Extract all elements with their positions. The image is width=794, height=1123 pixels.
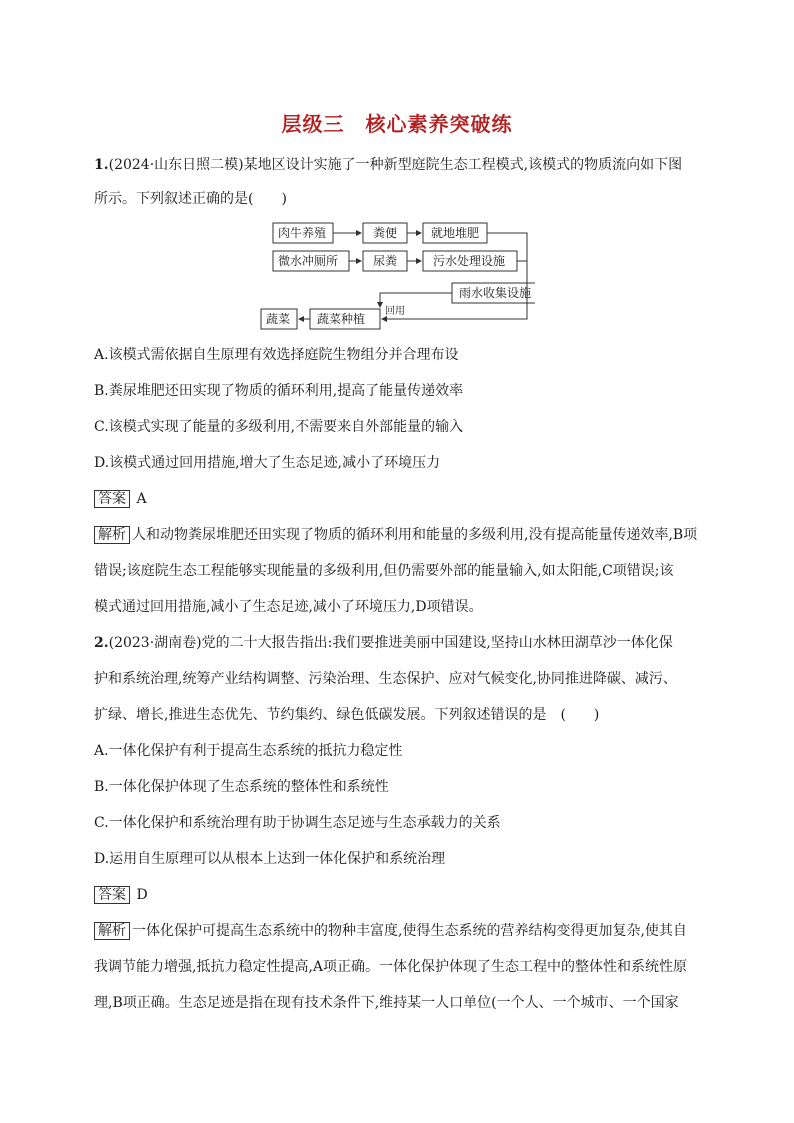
label-toilet: 微水冲厕所 (278, 254, 339, 268)
q1-option-c: C.该模式实现了能量的多级利用,不需要来自外部能量的输入 (94, 419, 464, 435)
label-veg: 蔬菜 (266, 312, 291, 326)
q2-number: 2. (94, 635, 109, 651)
page-title: 层级三 核心素养突破练 (281, 112, 513, 136)
q2-answer (94, 886, 704, 904)
q1-stem-text-1: (2024·山东日照二模)某地区设计实施了一种新型庭院生态工程模式,该模式的物质流向如下图 (108, 157, 683, 173)
q2-stem-line-3: 扩绿、增长,推进生态优先、节约集约、绿色低碳发展。下列叙述错误的是 ( ) (94, 707, 600, 723)
analysis-label: 解析 (94, 526, 130, 544)
q1-option-b: B.粪尿堆肥还田实现了物质的循环利用,提高了能量传递效率 (94, 383, 464, 399)
q2-answer-value: D (136, 887, 148, 903)
q2-option-d: D.运用自生原理可以从根本上达到一体化保护和系统治理 (94, 851, 446, 867)
q2-option-a: A.一体化保护有利于提高生态系统的抵抗力稳定性 (94, 743, 403, 759)
label-rain: 雨水收集设施 (459, 286, 532, 300)
q1-option-a: A.该模式需依据自生原理有效选择庭院生物组分并合理布设 (94, 347, 459, 363)
q2-analysis-text-1: 一体化保护可提高生态系统中的物种丰富度,使得生态系统的营养结构变得更加复杂,使其自 (132, 923, 687, 939)
q2-analysis-line-1 (94, 922, 704, 940)
q1-number: 1. (94, 157, 109, 173)
label-urine: 尿粪 (373, 254, 398, 268)
q2-option-c: C.一体化保护和系统治理有助于协调生态足迹与生态承载力的关系 (94, 815, 501, 831)
q1-analysis-line-2: 错误;该庭院生态工程能够实现能量的多级利用,但仍需要外部的能量输入,如太阳能,C项错误;该 (94, 563, 674, 579)
label-dung: 粪便 (373, 226, 398, 240)
q1-analysis-text-1: 人和动物粪尿堆肥还田实现了物质的循环利用和能量的多级利用,没有提高能量传递效率,B项 (132, 527, 698, 543)
q2-stem-text-1: (2023·湖南卷)党的二十大报告指出:我们要推进美丽中国建设,坚持山水林田湖草沙一体化保 (108, 635, 673, 651)
label-reuse: 回用 (385, 306, 405, 317)
label-compost: 就地堆肥 (431, 226, 480, 240)
analysis-label: 解析 (94, 922, 130, 940)
label-sewage: 污水处理设施 (433, 254, 506, 268)
q1-stem-line-1 (94, 156, 704, 174)
q2-analysis-line-2: 我调节能力增强,抵抗力稳定性提高,A项正确。一体化保护体现了生态工程中的整体性和系统性原 (94, 959, 688, 975)
q1-answer (94, 490, 704, 508)
answer-label: 答案 (94, 886, 130, 904)
q1-analysis-line-1 (94, 526, 704, 544)
q2-stem-line-2: 护和系统治理,统筹产业结构调整、污染治理、生态保护、应对气候变化,协同推进降碳、减污、 (94, 671, 677, 687)
q2-stem-line-1 (94, 634, 704, 652)
q1-flow-diagram (255, 218, 535, 333)
q2-analysis-line-3: 理,B项正确。生态足迹是指在现有技术条件下,维持某一人口单位(一个人、一个城市、一个国家 (94, 995, 679, 1011)
q1-answer-value: A (136, 491, 147, 507)
label-beef: 肉牛养殖 (278, 226, 327, 240)
q1-option-d: D.该模式通过回用措施,增大了生态足迹,减小了环境压力 (94, 455, 441, 471)
q1-analysis-line-3: 模式通过回用措施,减小了生态足迹,减小了环境压力,D项错误。 (94, 599, 483, 615)
answer-label: 答案 (94, 490, 130, 508)
q1-stem-line-2: 所示。下列叙述正确的是( ) (94, 191, 287, 207)
label-planting: 蔬菜种植 (317, 312, 366, 326)
q2-option-b: B.一体化保护体现了生态系统的整体性和系统性 (94, 779, 389, 795)
